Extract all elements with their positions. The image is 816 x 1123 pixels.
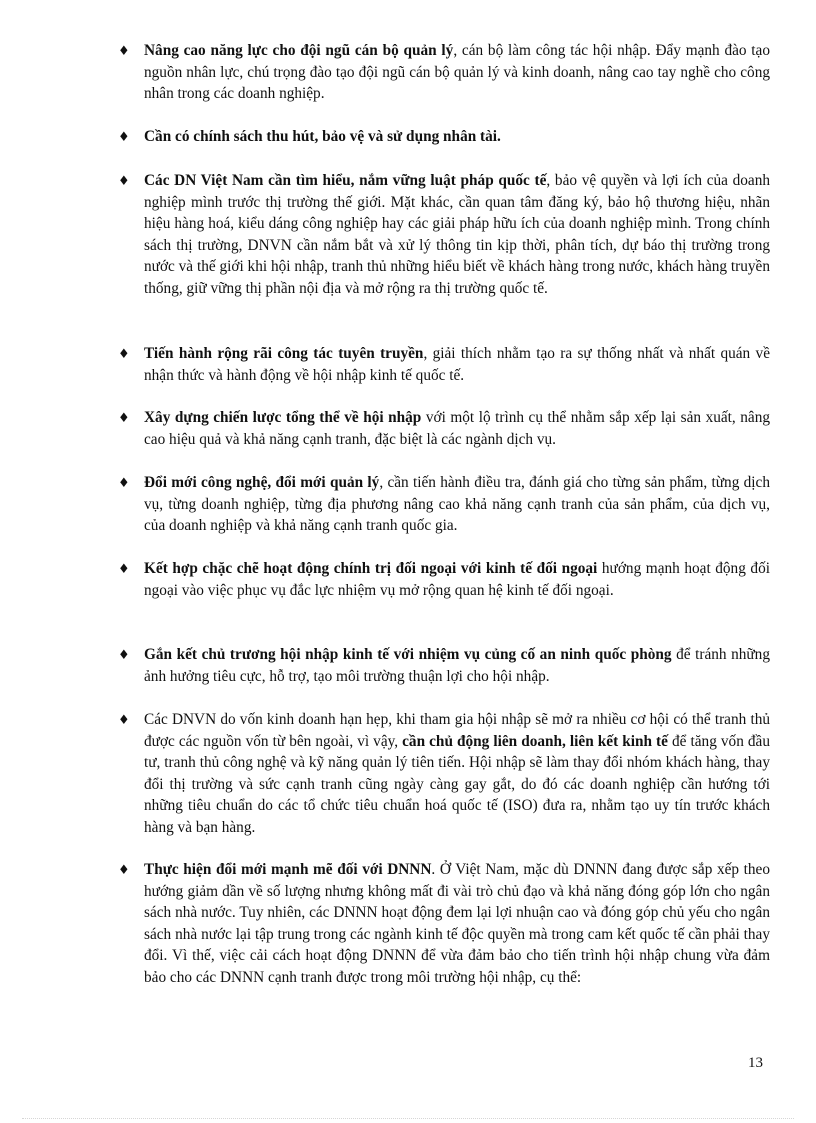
text-run: để tăng vốn đầu tư, tranh thủ công nghệ và kỹ năng quản lý tiên tiến. Hội nhập sẽ làm thay đổi nhóm khách hàng, thay đổi thị trường và sức cạnh tranh cũng ngày càng gay gắt, do đó các doanh nghiệp cần hướng tới những tiêu chuẩn do các tổ chức tiêu chuẩn hoá quốc tế (ISO) đưa ra, nhằm tạo uy tín trước khách hàng và bạn hàng. — [144, 732, 770, 836]
paragraph-text — [144, 170, 770, 299]
diamond-bullet-icon: ♦ — [118, 347, 130, 362]
text-run: , giải thích nhằm tạo ra sự thống nhất và nhất quán về nhận thức và hành động về hội nhập kinh tế quốc tế. — [144, 345, 770, 384]
text-run: . Ở Việt Nam, mặc dù DNNN đang được sắp xếp theo hướng giảm dần về số lượng nhưng không mất đi vài trò chủ đạo và khả năng đóng góp lớn cho ngân sách nhà nước. Tuy nhiên, các DNNN hoạt động đem lại lợi nhuận cao và đóng góp chủ yếu cho ngân sách nhà nước lại tập trung trong các ngành kinh tế độc quyền mà trong cam kết quốc tế cần phải thay đổi. Vì thế, việc cải cách hoạt động DNNN để vừa đảm bảo cho tiến trình hội nhập chung vừa đảm bảo cho các DNNN cạnh tranh được trong môi trường hội nhập, cụ thể: — [144, 861, 770, 986]
paragraph-text — [144, 558, 770, 601]
bold-phrase: Tiến hành rộng rãi công tác tuyên truyền — [144, 345, 424, 362]
bold-phrase: Đổi mới công nghệ, đổi mới quản lý — [144, 474, 380, 491]
paragraph-text — [144, 644, 770, 687]
bold-phrase: Cần có chính sách thu hút, bảo vệ và sử dụng nhân tài. — [144, 128, 501, 145]
diamond-bullet-icon: ♦ — [118, 863, 130, 878]
bold-phrase: Kết hợp chặc chẽ hoạt động chính trị đối ngoại với kinh tế đối ngoại — [144, 560, 598, 577]
paragraph-text — [144, 343, 770, 386]
list-item — [118, 407, 770, 450]
list-item — [118, 40, 770, 105]
bold-phrase: Xây dựng chiến lược tổng thể về hội nhập — [144, 409, 422, 426]
diamond-bullet-icon: ♦ — [118, 648, 130, 663]
bold-phrase: cần chủ động liên doanh, liên kết kinh tế — [402, 732, 668, 750]
list-item — [118, 558, 770, 601]
list-item — [118, 859, 770, 988]
text-run: với một lộ trình cụ thể nhằm sắp xếp lại sản xuất, nâng cao hiệu quả và khả năng cạnh tranh, đặc biệt là các ngành dịch vụ. — [144, 409, 771, 448]
list-item — [118, 709, 770, 838]
diamond-bullet-icon: ♦ — [118, 174, 130, 189]
bold-phrase: Các DN Việt Nam cần tìm hiểu, nắm vững luật pháp quốc tế — [144, 172, 547, 189]
bold-phrase: Gắn kết chủ trương hội nhập kinh tế với nhiệm vụ củng cố an ninh quốc phòng — [144, 646, 672, 663]
diamond-bullet-icon: ♦ — [118, 44, 130, 59]
text-run: Các DNVN do vốn kinh doanh hạn hẹp, khi tham gia hội nhập sẽ mở ra nhiều cơ hội có thể tranh thủ được các nguồn vốn từ bên ngoài, vì vậy, — [144, 711, 770, 750]
diamond-bullet-icon: ♦ — [118, 476, 130, 491]
diamond-bullet-icon: ♦ — [118, 562, 130, 577]
paragraph-text — [144, 407, 770, 450]
diamond-bullet-icon: ♦ — [118, 411, 130, 426]
list-item — [118, 343, 770, 386]
text-run: , bảo vệ quyền và lợi ích của doanh nghiệp mình trước thị trường thế giới. Mặt khác, cần quan tâm đăng ký, bảo hộ thương hiệu, nhãn hiệu hàng hoá, kiểu dáng công nghiệp hay các giải pháp hữu ích của doanh nghiệp mình. Trong chính sách thị trường, DNVN cần nắm bắt và xử lý thông tin kịp thời, phân tích, dự báo thị trường trong nước và thế giới khi hội nhập, tranh thủ những hiểu biết về khách hàng trong nước, khách hàng truyền thống, giữ vững thị phần nội địa và mở rộng ra thị trường quốc tế. — [144, 172, 770, 297]
paragraph-text — [144, 126, 770, 148]
page-number: 13 — [748, 1055, 763, 1071]
diamond-bullet-icon: ♦ — [118, 713, 130, 728]
text-run: hướng mạnh hoạt động đối ngoại vào việc phục vụ đắc lực nhiệm vụ mở rộng quan hệ kinh tế đối ngoại. — [144, 560, 770, 599]
bold-phrase: Thực hiện đổi mới mạnh mẽ đối với DNNN — [144, 861, 432, 878]
bold-phrase: Nâng cao năng lực cho đội ngũ cán bộ quản lý — [144, 42, 454, 59]
text-run: để tránh những ảnh hưởng tiêu cực, hỗ trợ, tạo môi trường thuận lợi cho hội nhập. — [144, 646, 770, 685]
paragraph-text — [144, 709, 770, 838]
diamond-bullet-icon: ♦ — [118, 130, 130, 145]
page-bottom-border — [22, 1118, 794, 1119]
paragraph-text — [144, 40, 770, 105]
paragraph-text — [144, 859, 770, 988]
text-run: , cần tiến hành điều tra, đánh giá cho từng sản phẩm, từng dịch vụ, từng doanh nghiệp, từng địa phương nâng cao khả năng cạnh tranh của sản phẩm, của dịch vụ, của doanh nghiệp và khả năng cạnh tranh quốc gia. — [144, 474, 770, 534]
list-item — [118, 126, 770, 148]
list-item — [118, 170, 770, 299]
paragraph-text — [144, 472, 770, 537]
list-item — [118, 472, 770, 537]
text-run: , cán bộ làm công tác hội nhập. Đẩy mạnh đào tạo nguồn nhân lực, chú trọng đào tạo đội ngũ cán bộ quản lý và kinh doanh, nâng cao tay nghề cho công nhân trong các doanh nghiệp. — [144, 42, 770, 102]
list-item — [118, 644, 770, 687]
